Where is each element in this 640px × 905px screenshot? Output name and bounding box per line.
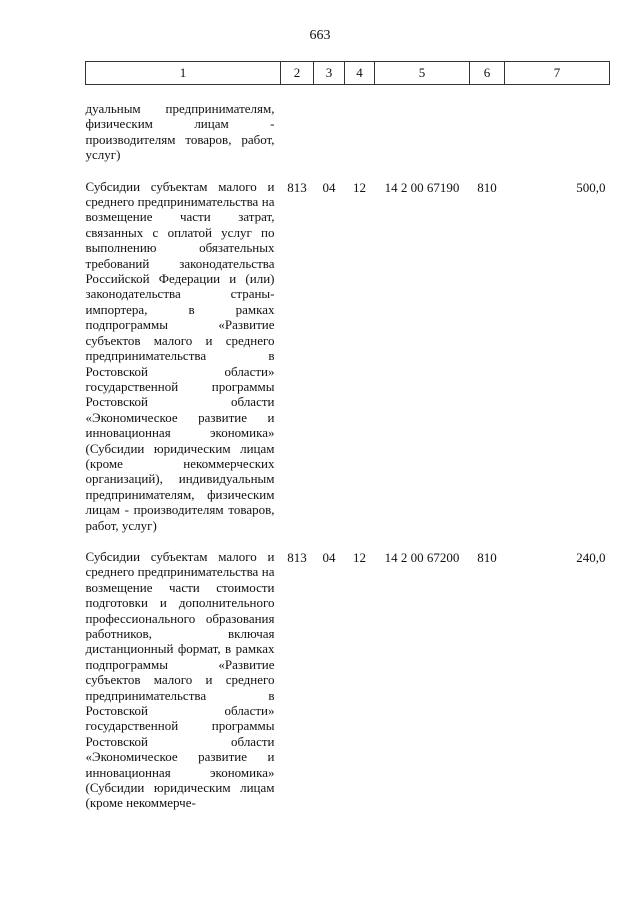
row-amount: 500,0 (576, 179, 606, 195)
table-row (86, 101, 610, 163)
table-row (86, 179, 610, 533)
header-col-2: 2 (281, 62, 314, 85)
row-ministry-code: 813 (287, 549, 307, 565)
row-subsection-code: 12 (353, 179, 366, 195)
row-subsection-code: 12 (353, 549, 366, 565)
row-expense-type: 810 (477, 179, 497, 195)
header-col-6: 6 (470, 62, 505, 85)
row-description: Субсидии субъектам малого и среднего предпринимательства на возмещение части затрат, связанных с оплатой услуг по выполнению обязательных требований законодательства Российской Федерации и (или) законодательства страны-импортера, в рамках подпрограммы «Развитие субъектов малого и среднего предпринимательства в Ростовской области» государственной программы Ростовской области «Экономическое развитие и инновационная экономика» (Субсидии юридическим лицам (кроме некоммерческих организаций), индивидуальным предпринимателям, физическим лицам - производителям товаров, работ, услуг) (85, 178, 275, 533)
table-row (86, 549, 610, 811)
row-description: дуальным предпринимателям, физическим лицам - производителям товаров, работ, услуг) (85, 101, 275, 163)
header-col-7: 7 (505, 62, 610, 85)
header-col-4: 4 (345, 62, 375, 85)
row-section-code (314, 101, 345, 163)
row-target-article: 14 2 00 67200 (384, 549, 460, 565)
row-ministry-code (281, 101, 314, 163)
budget-table (85, 61, 610, 811)
row-section-code: 04 (322, 549, 336, 565)
page-number: 663 (309, 28, 331, 43)
row-ministry-code: 813 (287, 179, 307, 195)
row-expense-type (470, 101, 505, 163)
row-expense-type: 810 (477, 549, 497, 565)
row-description: Субсидии субъектам малого и среднего предпринимательства на возмещение части стоимости подготовки и дополнительного профессионального образования работников, включая дистанционный формат, в рамках подпрограммы «Развитие субъектов малого и среднего предпринимательства в Ростовской области» государственной программы Ростовской области «Экономическое развитие и инновационная экономика» (Субсидии юридическим лицам (кроме некоммерче- (85, 548, 275, 811)
row-section-code: 04 (322, 179, 336, 195)
row-target-article (375, 101, 470, 163)
row-amount (505, 101, 610, 163)
header-col-5: 5 (375, 62, 470, 85)
row-subsection-code (345, 101, 375, 163)
header-col-3: 3 (314, 62, 345, 85)
row-amount: 240,0 (576, 549, 606, 565)
header-row (86, 62, 610, 85)
header-col-1: 1 (86, 62, 281, 85)
row-target-article: 14 2 00 67190 (384, 179, 460, 195)
